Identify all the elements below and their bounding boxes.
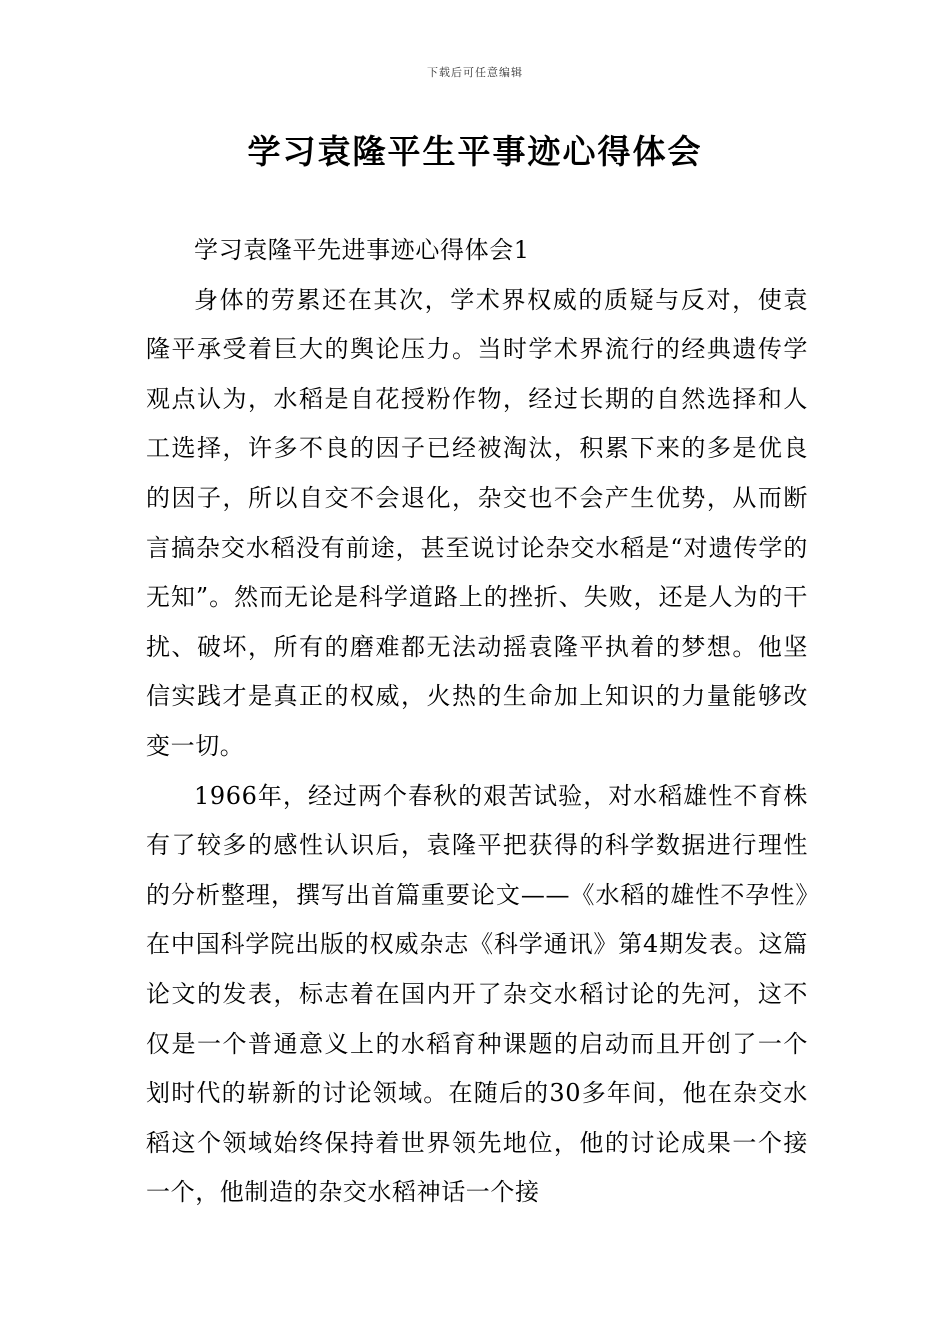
paragraph-1: 身体的劳累还在其次，学术界权威的质疑与反对，使袁隆平承受着巨大的舆论压力。当时学术界流行的经典遗传学观点认为，水稻是自花授粉作物，经过长期的自然选择和人工选择，许多不良的因子已经被淘汰，积累下来的多是优良的因子，所以自交不会退化，杂交也不会产生优势，从而断言搞杂交水稻没有前途，甚至说讨论杂交水稻是“对遗传学的无知”。然而无论是科学道路上的挫折、失败，还是人为的干扰、破坏，所有的磨难都无法动摇袁隆平执着的梦想。他坚信实践才是真正的权威，火热的生命加上知识的力量能够改变一切。 (146, 285, 808, 760)
document-title: 学习袁隆平生平事迹心得体会 (247, 132, 703, 171)
section-subtitle: 学习袁隆平先进事迹心得体会1 (194, 236, 530, 264)
document-body (146, 226, 808, 1218)
header-note: 下载后可任意编辑 (427, 66, 523, 79)
paragraph-2: 1966年，经过两个春秋的艰苦试验，对水稻雄性不育株有了较多的感性认识后，袁隆平把获得的科学数据进行理性的分析整理，撰写出首篇重要论文——《水稻的雄性不孕性》在中国科学院出版的权威杂志《科学通讯》第4期发表。这篇论文的发表，标志着在国内开了杂交水稻讨论的先河，这不仅是一个普通意义上的水稻育种课题的启动而且开创了一个划时代的崭新的讨论领域。在随后的30多年间，他在杂交水稻这个领域始终保持着世界领先地位，他的讨论成果一个接一个，他制造的杂交水稻神话一个接 (146, 781, 808, 1207)
